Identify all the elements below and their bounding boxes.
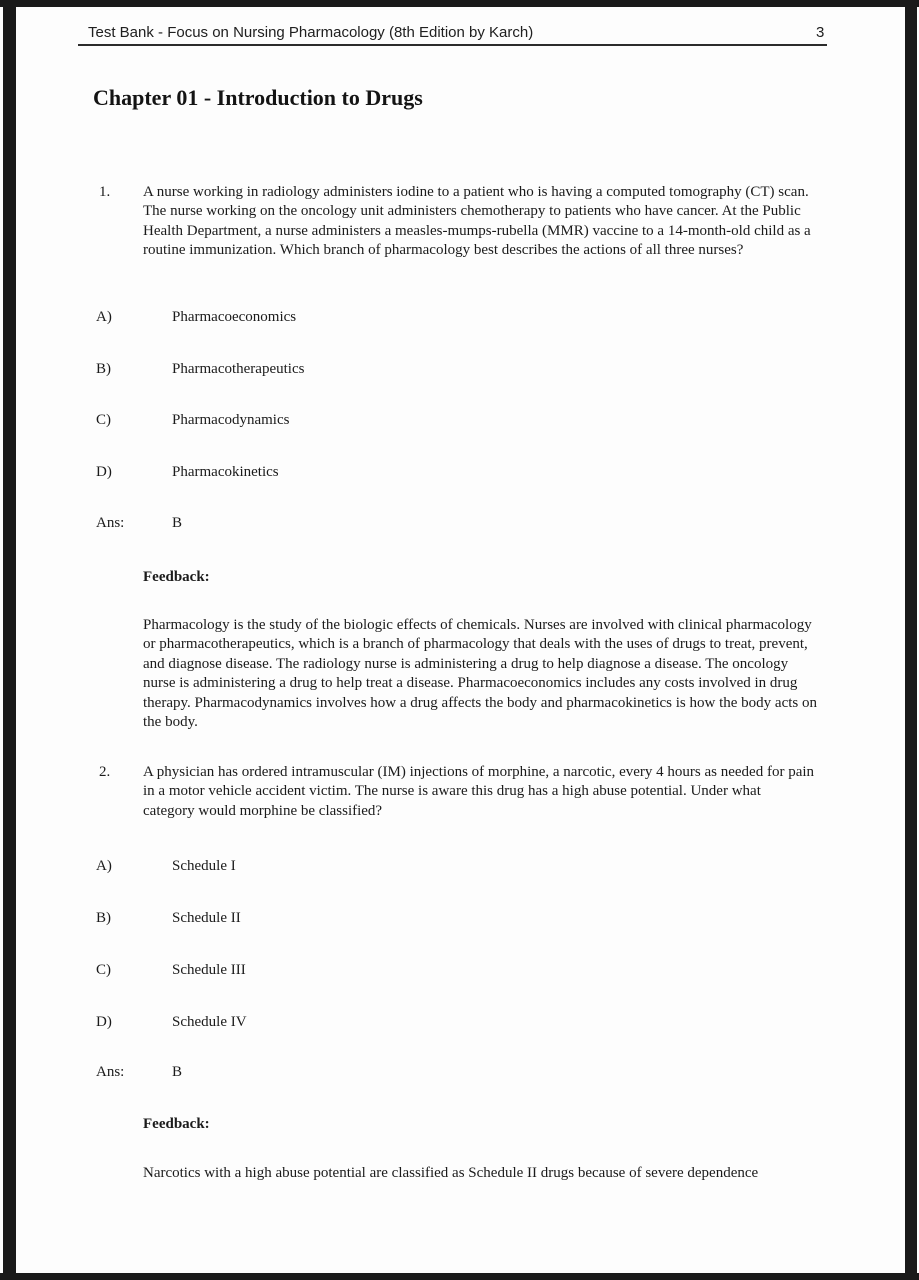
feedback-label: Feedback: <box>143 1116 210 1132</box>
option-letter: A) <box>96 858 112 874</box>
option-letter: B) <box>96 910 111 926</box>
option-letter: C) <box>96 962 111 978</box>
option-text: Schedule III <box>172 962 246 978</box>
question-number: 2. <box>99 764 111 780</box>
option-letter: B) <box>96 361 111 377</box>
scan-border-right <box>905 0 917 1280</box>
page-number: 3 <box>816 24 825 41</box>
answer-value: B <box>172 1064 183 1080</box>
answer-value: B <box>172 515 183 531</box>
scan-border-left <box>3 0 16 1280</box>
header-rule <box>78 44 827 46</box>
option-letter: C) <box>96 412 111 428</box>
option-letter: D) <box>96 1014 112 1030</box>
option-text: Schedule II <box>172 910 241 926</box>
option-text: Pharmacoeconomics <box>172 309 297 325</box>
header-title: Test Bank - Focus on Nursing Pharmacology (8th Edition by Karch) <box>88 24 534 41</box>
option-text: Pharmacodynamics <box>172 412 290 428</box>
option-text: Schedule IV <box>172 1014 247 1030</box>
option-letter: D) <box>96 464 112 480</box>
question-text: A physician has ordered intramuscular (IM) injections of morphine, a narcotic, every 4 hours as needed for pain in a motor vehicle accident victim. The nurse is aware this drug has a high abuse potential. Under what category would morphine be classified? <box>143 764 815 819</box>
question-text: A nurse working in radiology administers iodine to a patient who is having a computed tomography (CT) scan. The nurse working on the oncology unit administers chemotherapy to patients who have cancer. At the Public Health Department, a nurse administers a measles-mumps-rubella (MMR) vaccine to a 14-month-old child as a routine immunization. Which branch of pharmacology best describes the actions of all three nurses? <box>143 184 811 259</box>
answer-label: Ans: <box>96 515 125 531</box>
option-text: Pharmacotherapeutics <box>172 361 305 377</box>
chapter-title: Chapter 01 - Introduction to Drugs <box>93 85 423 110</box>
answer-label: Ans: <box>96 1064 125 1080</box>
option-text: Schedule I <box>172 858 236 874</box>
option-letter: A) <box>96 309 112 325</box>
feedback-text: Narcotics with a high abuse potential are classified as Schedule II drugs because of severe dependence <box>143 1165 759 1181</box>
question-number: 1. <box>99 184 111 200</box>
scan-border-top <box>0 0 919 7</box>
feedback-label: Feedback: <box>143 569 210 585</box>
feedback-text: Pharmacology is the study of the biologic effects of chemicals. Nurses are involved with clinical pharmacology or pharmacotherapeutics, which is a branch of pharmacology that deals with the uses of drugs to treat, prevent, and diagnose disease. The radiology nurse is administering a drug to help diagnose a disease. The oncology nurse is administering a drug to help treat a disease. Pharmacoeconomics includes any costs involved in drug therapy. Pharmacodynamics involves how a drug affects the body and pharmacokinetics is how the body acts on the body. <box>143 617 817 731</box>
scan-border-bottom <box>0 1273 919 1280</box>
option-text: Pharmacokinetics <box>172 464 279 480</box>
